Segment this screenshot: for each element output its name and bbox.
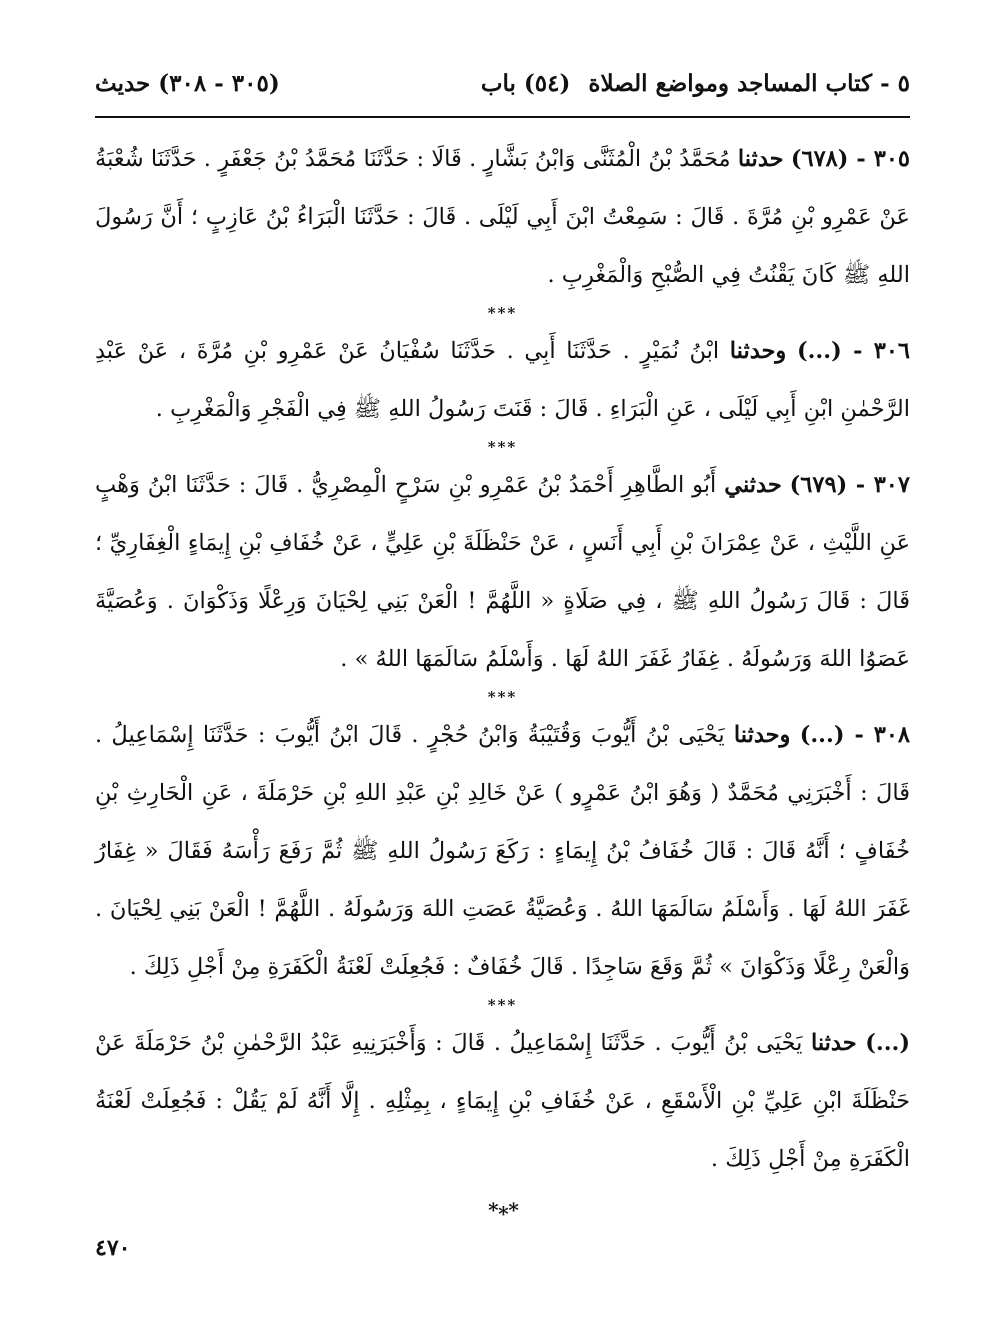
hadith-text: ابْنُ نُمَيْرٍ . حَدَّثَنَا أَبِي . حَدَّثَنَا سُفْيَانُ عَنْ عَمْرِو بْنِ مُرَّةَ ، عَنْ عَبْدِ الرَّحْمٰنِ ابْنِ أَبِي لَيْلَى ، عَنِ الْبَرَاءِ . قَالَ : قَنَتَ رَسُولُ اللهِ ﷺ فِي الْفَجْرِ وَالْمَغْرِبِ . (95, 338, 910, 422)
page-number: ٤٧٠ (95, 1235, 131, 1261)
hadith-text: يَحْيَى بْنُ أَيُّوبَ وَقُتَيْبَةُ وَابْنُ حُجْرٍ . قَالَ ابْنُ أَيُّوبَ : حَدَّثَنَا إِسْمَاعِيلُ . قَالَ : أَخْبَرَنِي مُحَمَّدٌ ( وَهُوَ ابْنُ عَمْرٍو ) عَنْ خَالِدِ بْنِ عَبْدِ اللهِ بْنِ حَرْمَلَةَ ، عَنِ الْحَارِثِ بْنِ خُفَافٍ ؛ أَنَّهُ قَالَ : قَالَ خُفَافُ بْنُ إِيمَاءٍ : رَكَعَ رَسُولُ اللهِ ﷺ ثُمَّ رَفَعَ رَأْسَهُ فَقَالَ « غِفَارُ غَفَرَ اللهُ لَهَا . وَأَسْلَمُ سَالَمَهَا اللهُ . وَعُصَيَّةُ عَصَتِ اللهَ وَرَسُولَهُ . اللَّهُمَّ ! الْعَنْ بَنِي لِحْيَانَ . وَالْعَنْ رِعْلًا وَذَكْوَانَ » ثُمَّ وَقَعَ سَاجِدًا . قَالَ خُفَافٌ : فَجُعِلَتْ لَعْنَةُ الْكَفَرَةِ مِنْ أَجْلِ ذَلِكَ . (95, 722, 910, 980)
separator-stars: *** (487, 688, 518, 706)
hadith-number: (...) (865, 1030, 911, 1056)
hadith-306 (95, 322, 910, 438)
hadith-intro: وحدثنا (733, 722, 791, 748)
hadith-308-variant (95, 1014, 910, 1188)
hadith-number: ٣٠٦ - (...) (796, 338, 911, 364)
hadith-number: ٣٠٨ - (...) (799, 722, 911, 748)
running-header (95, 70, 910, 118)
hadith-text: أَبُو الطَّاهِرِ أَحْمَدُ بْنُ عَمْرِو بْنِ سَرْحٍ الْمِصْرِيُّ . قَالَ : حَدَّثَنَا ابْنُ وَهْبٍ عَنِ اللَّيْثِ ، عَنْ عِمْرَانَ بْنِ أَبِي أَنَسٍ ، عَنْ حَنْظَلَةَ بْنِ عَلِيٍّ ، عَنْ خُفَافِ بْنِ إِيمَاءٍ الْغِفَارِيِّ ؛ قَالَ : قَالَ رَسُولُ اللهِ ﷺ ، فِي صَلَاةٍ « اللَّهُمَّ ! الْعَنْ بَنِي لِحْيَانَ وَرِعْلًا وَذَكْوَانَ . وَعُصَيَّةَ عَصَوُا اللهَ وَرَسُولَهُ . غِفَارُ غَفَرَ اللهُ لَهَا . وَأَسْلَمُ سَالَمَهَا اللهُ » . (95, 472, 910, 672)
header-hadith-range: (٣٠٥ - ٣٠٨) حديث (95, 70, 280, 97)
separator-stars: *** (487, 996, 518, 1014)
hadith-intro: وحدثنا (729, 338, 787, 364)
hadith-number: ٣٠٧ - (٦٧٩) (789, 472, 910, 498)
hadith-intro: حدثنا (737, 146, 784, 172)
hadith-intro: حدثنا (811, 1030, 857, 1056)
header-left (95, 70, 280, 97)
header-right (481, 70, 910, 97)
hadith-text: يَحْيَى بْنُ أَيُّوبَ . حَدَّثَنَا إِسْمَاعِيلُ . قَالَ : وَأَخْبَرَنِيهِ عَبْدُ الرَّحْمٰنِ بْنُ حَرْمَلَةَ عَنْ حَنْظَلَةَ ابْنِ عَلِيِّ بْنِ الْأَسْقَعِ ، عَنْ خُفَافِ بْنِ إِيمَاءٍ ، بِمِثْلِهِ . إِلَّا أَنَّهُ لَمْ يَقُلْ : فَجُعِلَتْ لَعْنَةُ الْكَفَرَةِ مِنْ أَجْلِ ذَلِكَ . (95, 1030, 910, 1172)
header-book-title: ٥ - كتاب المساجد ومواضع الصلاة (588, 70, 910, 97)
header-bab: (٥٤) باب (480, 70, 571, 97)
hadith-308 (95, 706, 910, 996)
separator-stars: *** (487, 304, 518, 322)
page-content (95, 70, 910, 1222)
hadith-text: مُحَمَّدُ بْنُ الْمُثَنَّى وَابْنُ بَشَّارٍ . قَالَا : حَدَّثَنَا مُحَمَّدُ بْنُ جَعْفَرٍ . حَدَّثَنَا شُعْبَةُ عَنْ عَمْرِو بْنِ مُرَّةَ . قَالَ : سَمِعْتُ ابْنَ أَبِي لَيْلَى . قَالَ : حَدَّثَنَا الْبَرَاءُ بْنُ عَازِبٍ ؛ أَنَّ رَسُولَ اللهِ ﷺ كَانَ يَقْنُتُ فِي الصُّبْحِ وَالْمَغْرِبِ . (95, 146, 910, 288)
hadith-intro: حدثني (724, 472, 782, 498)
hadith-305 (95, 130, 910, 304)
hadith-number: ٣٠٥ - (٦٧٨) (790, 146, 911, 172)
hadith-307 (95, 456, 910, 688)
end-mark: *∗* (488, 1198, 517, 1222)
separator-stars: *** (487, 438, 518, 456)
